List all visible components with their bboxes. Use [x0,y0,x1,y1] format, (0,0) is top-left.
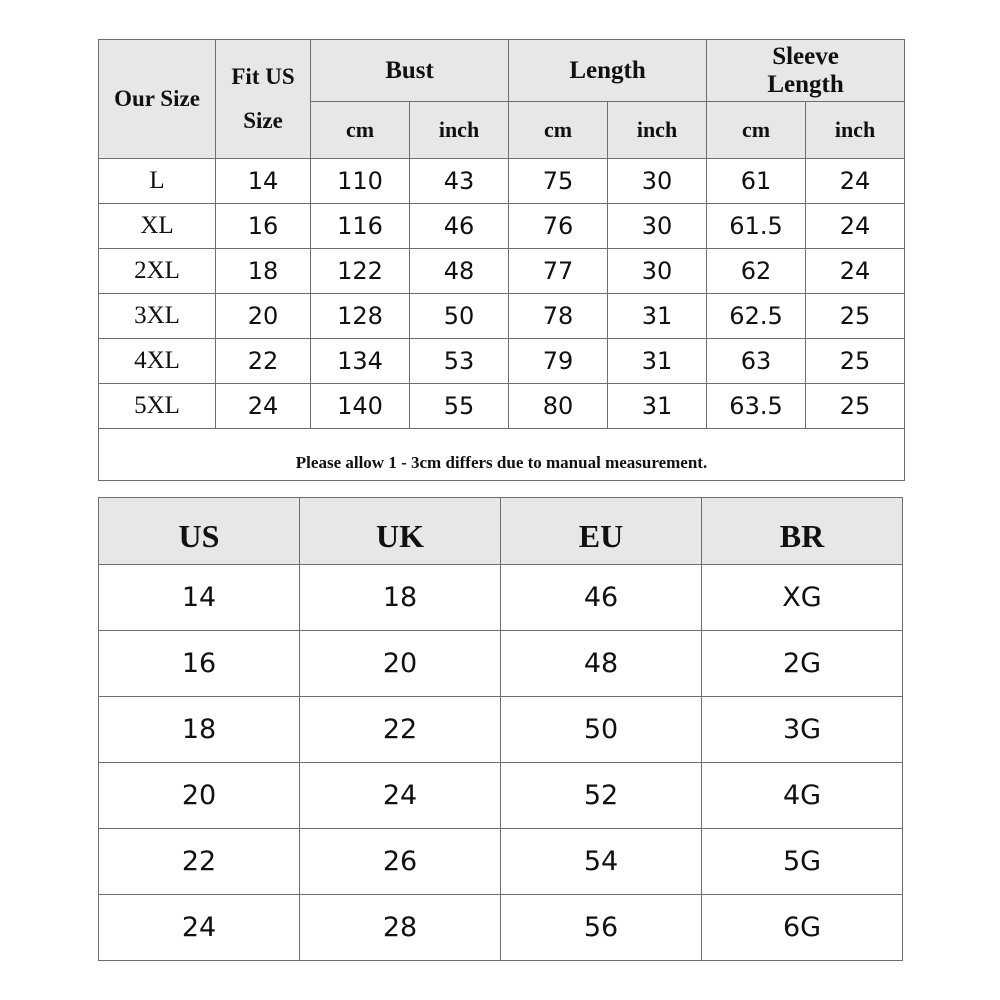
size-cell: XL [99,204,216,249]
header-fit-us-size [216,40,311,159]
br-cell: 2G [702,631,903,697]
fit-us-cell: 22 [216,339,311,384]
bust-cm-cell: 110 [311,159,410,204]
bust-inch-cell: 43 [410,159,509,204]
us-cell: 16 [99,631,300,697]
br-cell: 4G [702,763,903,829]
table-row [99,249,905,294]
table-row [99,204,905,249]
sleeve-cm-cell: 61.5 [707,204,806,249]
fit-us-cell: 20 [216,294,311,339]
header-br: BR [702,498,903,565]
sleeve-cm-cell: 63.5 [707,384,806,429]
length-inch-cell: 30 [608,204,707,249]
bust-inch-cell: 48 [410,249,509,294]
bust-cm-cell: 140 [311,384,410,429]
fit-us-cell: 24 [216,384,311,429]
table-row [99,384,905,429]
br-cell: 6G [702,895,903,961]
eu-cell: 46 [501,565,702,631]
header-bust-cm: cm [311,102,410,159]
sleeve-inch-cell: 25 [806,339,905,384]
length-inch-cell: 31 [608,339,707,384]
header-sleeve-cm: cm [707,102,806,159]
length-inch-cell: 30 [608,159,707,204]
header-bust-label: Bust [385,56,434,84]
table-row [99,763,903,829]
sleeve-cm-cell: 62.5 [707,294,806,339]
fit-us-cell: 14 [216,159,311,204]
header-length-inch: inch [608,102,707,159]
measurement-note: Please allow 1 - 3cm differs due to manual measurement. [99,429,905,481]
sleeve-inch-cell: 25 [806,294,905,339]
bust-cm-cell: 116 [311,204,410,249]
header-us: US [99,498,300,565]
header-sleeve-line2: Length [767,70,844,98]
table-row [99,829,903,895]
header-fit-us-line2: Size [243,108,283,133]
table-row [99,697,903,763]
us-cell: 18 [99,697,300,763]
header-length-label: Length [569,56,646,84]
us-cell: 22 [99,829,300,895]
sleeve-inch-cell: 24 [806,249,905,294]
sleeve-inch-cell: 24 [806,159,905,204]
length-cm-cell: 75 [509,159,608,204]
eu-cell: 56 [501,895,702,961]
size-chart-table [98,39,905,481]
length-inch-cell: 31 [608,384,707,429]
bust-inch-cell: 50 [410,294,509,339]
size-cell: 5XL [99,384,216,429]
sleeve-cm-cell: 61 [707,159,806,204]
header-eu: EU [501,498,702,565]
header-our-size [99,40,216,159]
br-cell: XG [702,565,903,631]
table-row [99,159,905,204]
length-inch-cell: 30 [608,249,707,294]
br-cell: 5G [702,829,903,895]
bust-cm-cell: 122 [311,249,410,294]
sleeve-cm-cell: 62 [707,249,806,294]
uk-cell: 26 [300,829,501,895]
header-fit-us-line1: Fit US [231,64,295,89]
length-cm-cell: 76 [509,204,608,249]
header-bust-inch: inch [410,102,509,159]
eu-cell: 50 [501,697,702,763]
header-sleeve-line1: Sleeve [772,42,839,70]
fit-us-cell: 18 [216,249,311,294]
fit-us-cell: 16 [216,204,311,249]
table-row [99,339,905,384]
header-sleeve-length [707,40,905,102]
table-row [99,631,903,697]
bust-inch-cell: 55 [410,384,509,429]
bust-cm-cell: 128 [311,294,410,339]
uk-cell: 20 [300,631,501,697]
header-sleeve-inch: inch [806,102,905,159]
size-cell: L [99,159,216,204]
eu-cell: 52 [501,763,702,829]
bust-inch-cell: 53 [410,339,509,384]
header-length [509,40,707,102]
size-cell: 2XL [99,249,216,294]
br-cell: 3G [702,697,903,763]
size-cell: 3XL [99,294,216,339]
header-length-cm: cm [509,102,608,159]
size-conversion-table [98,497,903,961]
sleeve-inch-cell: 24 [806,204,905,249]
uk-cell: 28 [300,895,501,961]
us-cell: 20 [99,763,300,829]
size-cell: 4XL [99,339,216,384]
table-row [99,294,905,339]
eu-cell: 54 [501,829,702,895]
sleeve-inch-cell: 25 [806,384,905,429]
header-our-size-label: Our Size [114,86,200,111]
header-uk: UK [300,498,501,565]
us-cell: 14 [99,565,300,631]
us-cell: 24 [99,895,300,961]
eu-cell: 48 [501,631,702,697]
length-cm-cell: 78 [509,294,608,339]
bust-inch-cell: 46 [410,204,509,249]
uk-cell: 22 [300,697,501,763]
bust-cm-cell: 134 [311,339,410,384]
table-row [99,895,903,961]
length-inch-cell: 31 [608,294,707,339]
table-row [99,565,903,631]
length-cm-cell: 77 [509,249,608,294]
header-bust [311,40,509,102]
uk-cell: 24 [300,763,501,829]
length-cm-cell: 80 [509,384,608,429]
length-cm-cell: 79 [509,339,608,384]
sleeve-cm-cell: 63 [707,339,806,384]
uk-cell: 18 [300,565,501,631]
